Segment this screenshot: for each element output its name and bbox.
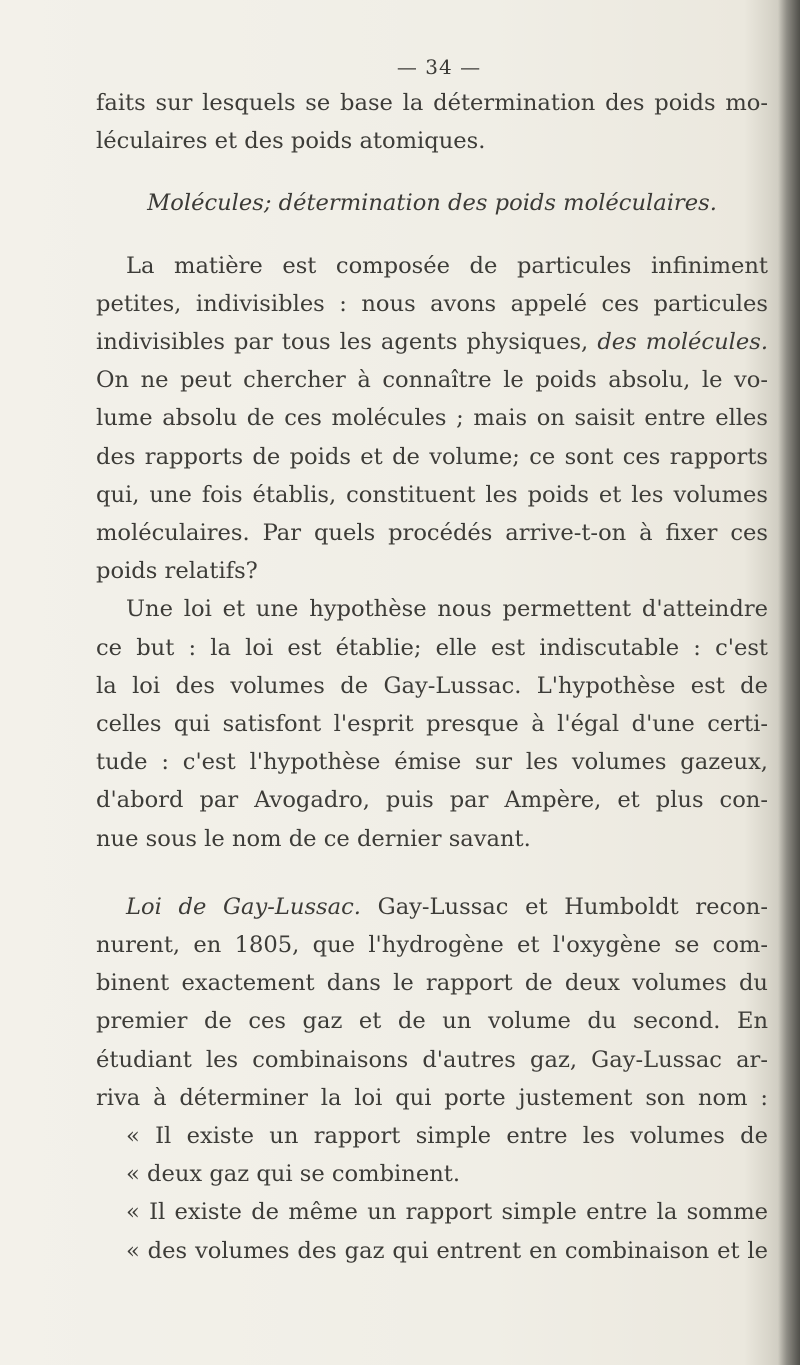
- text-line: faits sur lesquels se base la détermination des poids mo-: [96, 90, 768, 116]
- text-line: d'abord par Avogadro, puis par Ampère, et plus con-: [96, 787, 768, 814]
- section-title: Molécules; détermination des poids moléculaires.: [147, 190, 717, 217]
- text-line: Une loi et une hypothèse nous permettent d'atteindre: [126, 596, 768, 623]
- text-line: tude : c'est l'hypothèse émise sur les volumes gazeux,: [96, 749, 768, 776]
- paragraph-gap: [96, 858, 768, 888]
- text-line: On ne peut chercher à connaître le poids absolu, le vo-: [96, 367, 768, 394]
- text-line: [96, 323, 768, 361]
- text-line: moléculaires. Par quels procédés arrive-t-on à fixer ces: [96, 520, 768, 547]
- text-line: « des volumes des gaz qui entrent en combinaison et le: [126, 1237, 768, 1264]
- text-span: Gay-Lussac et Humboldt recon-: [377, 893, 768, 920]
- page-binding-edge: [778, 0, 800, 1365]
- text-line: premier de ces gaz et de un volume du second. En: [96, 1008, 768, 1035]
- text-line: « deux gaz qui se combinent.: [126, 1161, 461, 1188]
- italic-term: des molécules.: [597, 329, 768, 356]
- text-line: La matière est composée de particules infiniment: [126, 252, 768, 279]
- text-line: des rapports de poids et de volume; ce sont ces rapports: [96, 443, 768, 470]
- text-line: binent exactement dans le rapport de deux volumes du: [96, 970, 768, 997]
- text-line: qui, une fois établis, constituent les poids et les volumes: [96, 481, 768, 508]
- text-line: la loi des volumes de Gay-Lussac. L'hypothèse est de: [96, 672, 768, 699]
- text-line: étudiant les combinaisons d'autres gaz, Gay-Lussac ar-: [96, 1046, 768, 1073]
- text-line: riva à déterminer la loi qui porte justement son nom :: [96, 1084, 768, 1111]
- text-line: « Il existe un rapport simple entre les volumes de: [126, 1123, 768, 1150]
- text-line: léculaires et des poids atomiques.: [96, 128, 486, 155]
- italic-lead: Loi de Gay-Lussac.: [126, 893, 361, 920]
- text-line: petites, indivisibles : nous avons appelé ces particules: [96, 290, 768, 317]
- page-number: — 34 —: [396, 55, 482, 79]
- page-text: [96, 52, 768, 1270]
- text-line: poids relatifs?: [96, 558, 258, 585]
- text-line: celles qui satisfont l'esprit presque à l'égal d'une certi-: [96, 711, 768, 738]
- text-line: ce but : la loi est établie; elle est indiscutable : c'est: [96, 634, 768, 661]
- text-span: indivisibles par tous les agents physiques,: [96, 329, 589, 356]
- text-line: lume absolu de ces molécules ; mais on saisit entre elles: [96, 405, 768, 432]
- text-line: nue sous le nom de ce dernier savant.: [96, 825, 531, 852]
- text-line: [96, 888, 768, 926]
- text-line: nurent, en 1805, que l'hydrogène et l'oxygène se com-: [96, 932, 768, 959]
- text-line: « Il existe de même un rapport simple entre la somme: [126, 1199, 768, 1226]
